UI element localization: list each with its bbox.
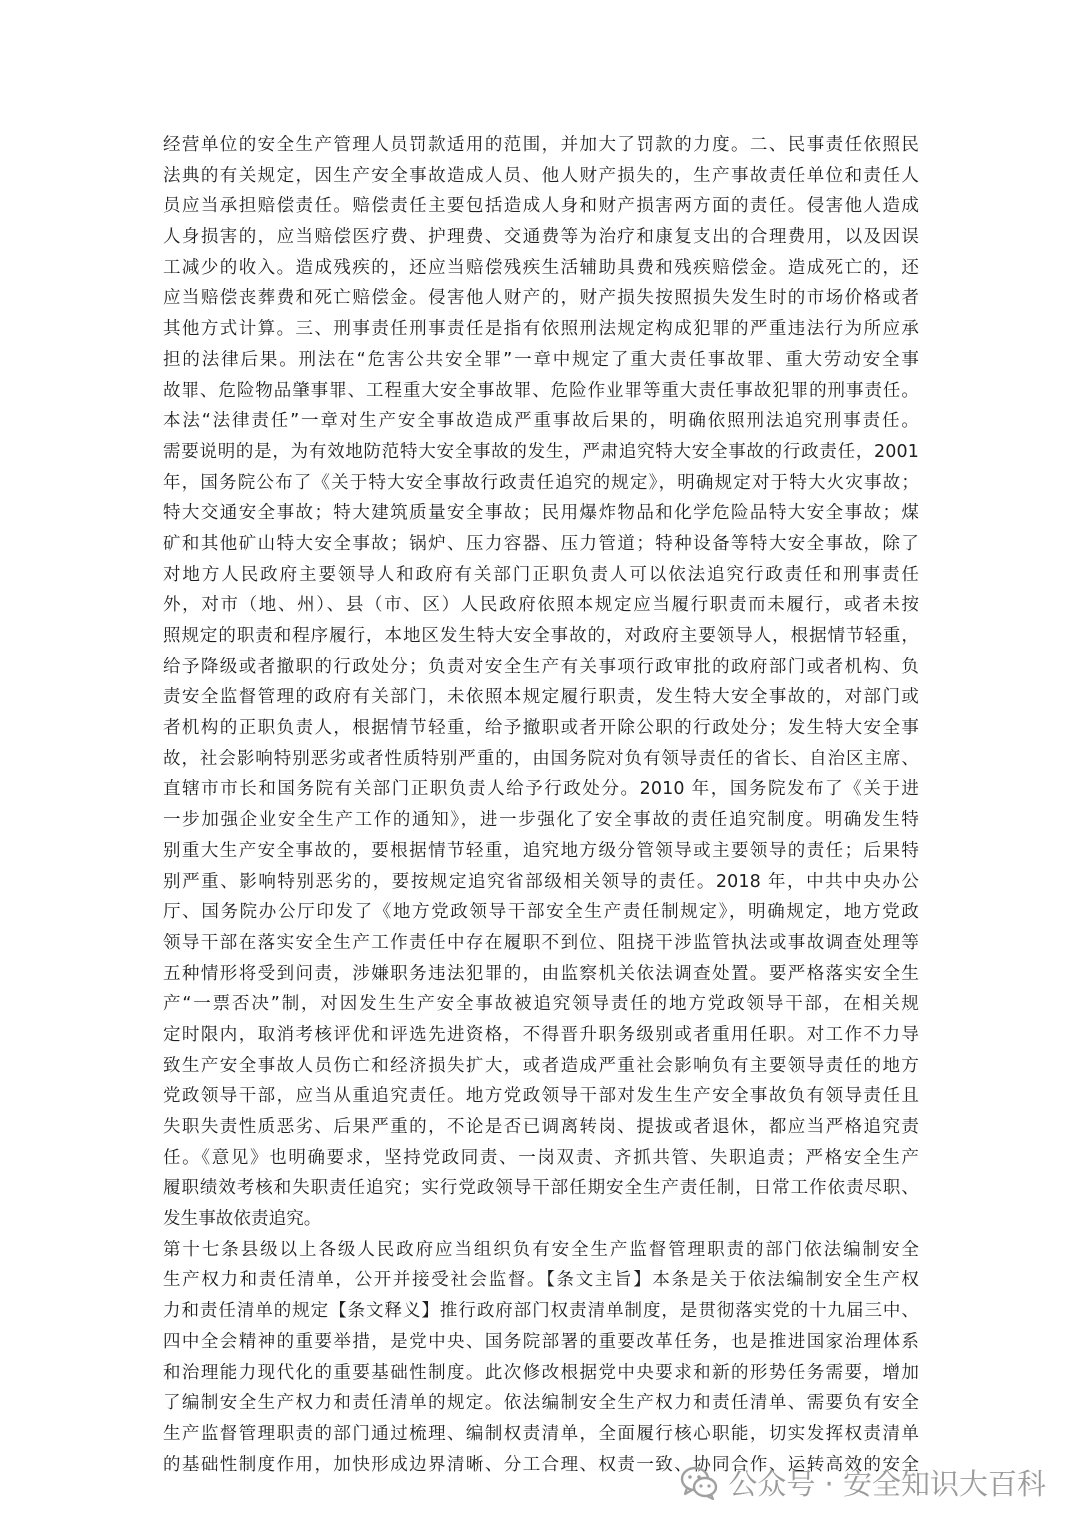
text-line: 年，国务院公布了《关于特大安全事故行政责任追究的规定》，明确规定对于特大火灾事故； <box>163 472 919 493</box>
text-line: 力和责任清单的规定【条文释义】推行政府部门权责清单制度，是贯彻落实党的十九届三中、 <box>163 1301 919 1322</box>
text-line: 别严重、影响特别恶劣的，要按规定追究省部级相关领导的责任。2018 年，中共中央办公 <box>163 871 919 892</box>
text-line: 对地方人民政府主要领导人和政府有关部门正职负责人可以依法追究行政责任和刑事责任 <box>163 564 919 585</box>
watermark <box>680 1462 1046 1503</box>
text-line: 矿和其他矿山特大安全事故；锅炉、压力容器、压力管道；特种设备等特大安全事故，除了 <box>163 533 919 554</box>
watermark-text: 公众号 · 安全知识大百科 <box>728 1467 1046 1501</box>
text-line: 经营单位的安全生产管理人员罚款适用的范围，并加大了罚款的力度。二、民事责任依照民 <box>163 135 919 155</box>
text-line: 员应当承担赔偿责任。赔偿责任主要包括造成人身和财产损害两方面的责任。侵害他人造成 <box>163 196 919 217</box>
text-line: 故，社会影响特别恶劣或者性质特别严重的，由国务院对负有领导责任的省长、自治区主席、 <box>163 748 919 769</box>
text-line: 故罪、危险物品肇事罪、工程重大安全事故罪、危险作业罪等重大责任事故犯罪的刑事责任。 <box>163 380 919 401</box>
text-line: 应当赔偿丧葬费和死亡赔偿金。侵害他人财产的，财产损失按照损失发生时的市场价格或者 <box>163 288 919 309</box>
text-line: 担的法律后果。刑法在“危害公共安全罪”一章中规定了重大责任事故罪、重大劳动安全事 <box>163 349 919 370</box>
text-line: 生产监督管理职责的部门通过梳理、编制权责清单，全面履行核心职能，切实发挥权责清单 <box>163 1423 919 1444</box>
text-line: 第十七条县级以上各级人民政府应当组织负有安全生产监督管理职责的部门依法编制安全 <box>163 1239 919 1260</box>
text-line: 的基础性制度作用，加快形成边界清晰、分工合理、权责一致、协同合作、运转高效的安全 <box>163 1454 919 1475</box>
text-line: 需要说明的是，为有效地防范特大安全事故的发生，严肃追究特大安全事故的行政责任，2001 <box>163 441 919 462</box>
text-line: 法典的有关规定，因生产安全事故造成人员、他人财产损失的，生产事故责任单位和责任人 <box>163 165 919 186</box>
text-line: 任。《意见》也明确要求，坚持党政同责、一岗双责、齐抓共管、失职追责；严格安全生产 <box>163 1147 919 1168</box>
wechat-icon <box>680 1466 718 1500</box>
text-line: 工减少的收入。造成残疾的，还应当赔偿残疾生活辅助具费和残疾赔偿金。造成死亡的，还 <box>163 257 919 278</box>
text-line: 产“一票否决”制，对因发生生产安全事故被追究领导责任的地方党政领导干部，在相关规 <box>163 994 919 1015</box>
text-line: 责安全监督管理的政府有关部门，未依照本规定履行职责，发生特大安全事故的，对部门或 <box>163 687 919 708</box>
text-line: 定时限内，取消考核评优和评选先进资格，不得晋升职务级别或者重用任职。对工作不力导 <box>163 1024 919 1045</box>
text-line: 了编制安全生产权力和责任清单的规定。依法编制安全生产权力和责任清单、需要负有安全 <box>163 1393 919 1414</box>
text-line: 特大交通安全事故；特大建筑质量安全事故；民用爆炸物品和化学危险品特大安全事故；煤 <box>163 503 919 524</box>
text-line: 者机构的正职负责人，根据情节轻重，给予撤职或者开除公职的行政处分；发生特大安全事 <box>163 718 919 739</box>
text-line: 厅、国务院办公厅印发了《地方党政领导干部安全生产责任制规定》，明确规定，地方党政 <box>163 902 919 923</box>
text-line: 党政领导干部，应当从重追究责任。地方党政领导干部对发生生产安全事故负有领导责任且 <box>163 1086 919 1107</box>
text-line: 人身损害的，应当赔偿医疗费、护理费、交通费等为治疗和康复支出的合理费用，以及因误 <box>163 227 919 248</box>
text-line: 和治理能力现代化的重要基础性制度。此次修改根据党中央要求和新的形势任务需要，增加 <box>163 1362 919 1383</box>
text-line: 五种情形将受到问责，涉嫌职务违法犯罪的，由监察机关依法调查处置。要严格落实安全生 <box>163 963 919 984</box>
text-line: 领导干部在落实安全生产工作责任中存在履职不到位、阻挠干涉监管执法或事故调查处理等 <box>163 932 919 953</box>
text-line: 其他方式计算。三、刑事责任刑事责任是指有依照刑法规定构成犯罪的严重违法行为所应承 <box>163 319 919 340</box>
text-line: 四中全会精神的重要举措，是党中央、国务院部署的重要改革任务，也是推进国家治理体系 <box>163 1331 919 1352</box>
text-line: 本法“法律责任”一章对生产安全事故造成严重事故后果的，明确依照刑法追究刑事责任。 <box>163 411 919 432</box>
text-line: 直辖市市长和国务院有关部门正职负责人给予行政处分。2010 年，国务院发布了《关于进 <box>163 779 919 800</box>
text-line: 履职绩效考核和失职责任追究；实行党政领导干部任期安全生产责任制，日常工作依责尽职、 <box>163 1178 919 1199</box>
text-line: 给予降级或者撤职的行政处分；负责对安全生产有关事项行政审批的政府部门或者机构、负 <box>163 656 919 677</box>
text-line: 一步加强企业安全生产工作的通知》，进一步强化了安全事故的责任追究制度。明确发生特 <box>163 810 919 831</box>
document-body <box>163 130 919 1480</box>
text-line: 发生事故依责追究。 <box>163 1209 322 1230</box>
text-line: 别重大生产安全事故的，要根据情节轻重，追究地方级分管领导或主要领导的责任；后果特 <box>163 840 919 861</box>
text-line: 生产权力和责任清单，公开并接受社会监督。【条文主旨】本条是关于依法编制安全生产权 <box>163 1270 919 1291</box>
text-line: 外，对市（地、州）、县（市、区）人民政府依照本规定应当履行职责而未履行，或者未按 <box>163 595 919 616</box>
text-line: 照规定的职责和程序履行，本地区发生特大安全事故的，对政府主要领导人，根据情节轻重， <box>163 626 919 646</box>
text-line: 失职失责性质恶劣、后果严重的，不论是否已调离转岗、提拔或者退休，都应当严格追究责 <box>163 1117 919 1137</box>
text-line: 致生产安全事故人员伤亡和经济损失扩大，或者造成严重社会影响负有主要领导责任的地方 <box>163 1055 919 1076</box>
